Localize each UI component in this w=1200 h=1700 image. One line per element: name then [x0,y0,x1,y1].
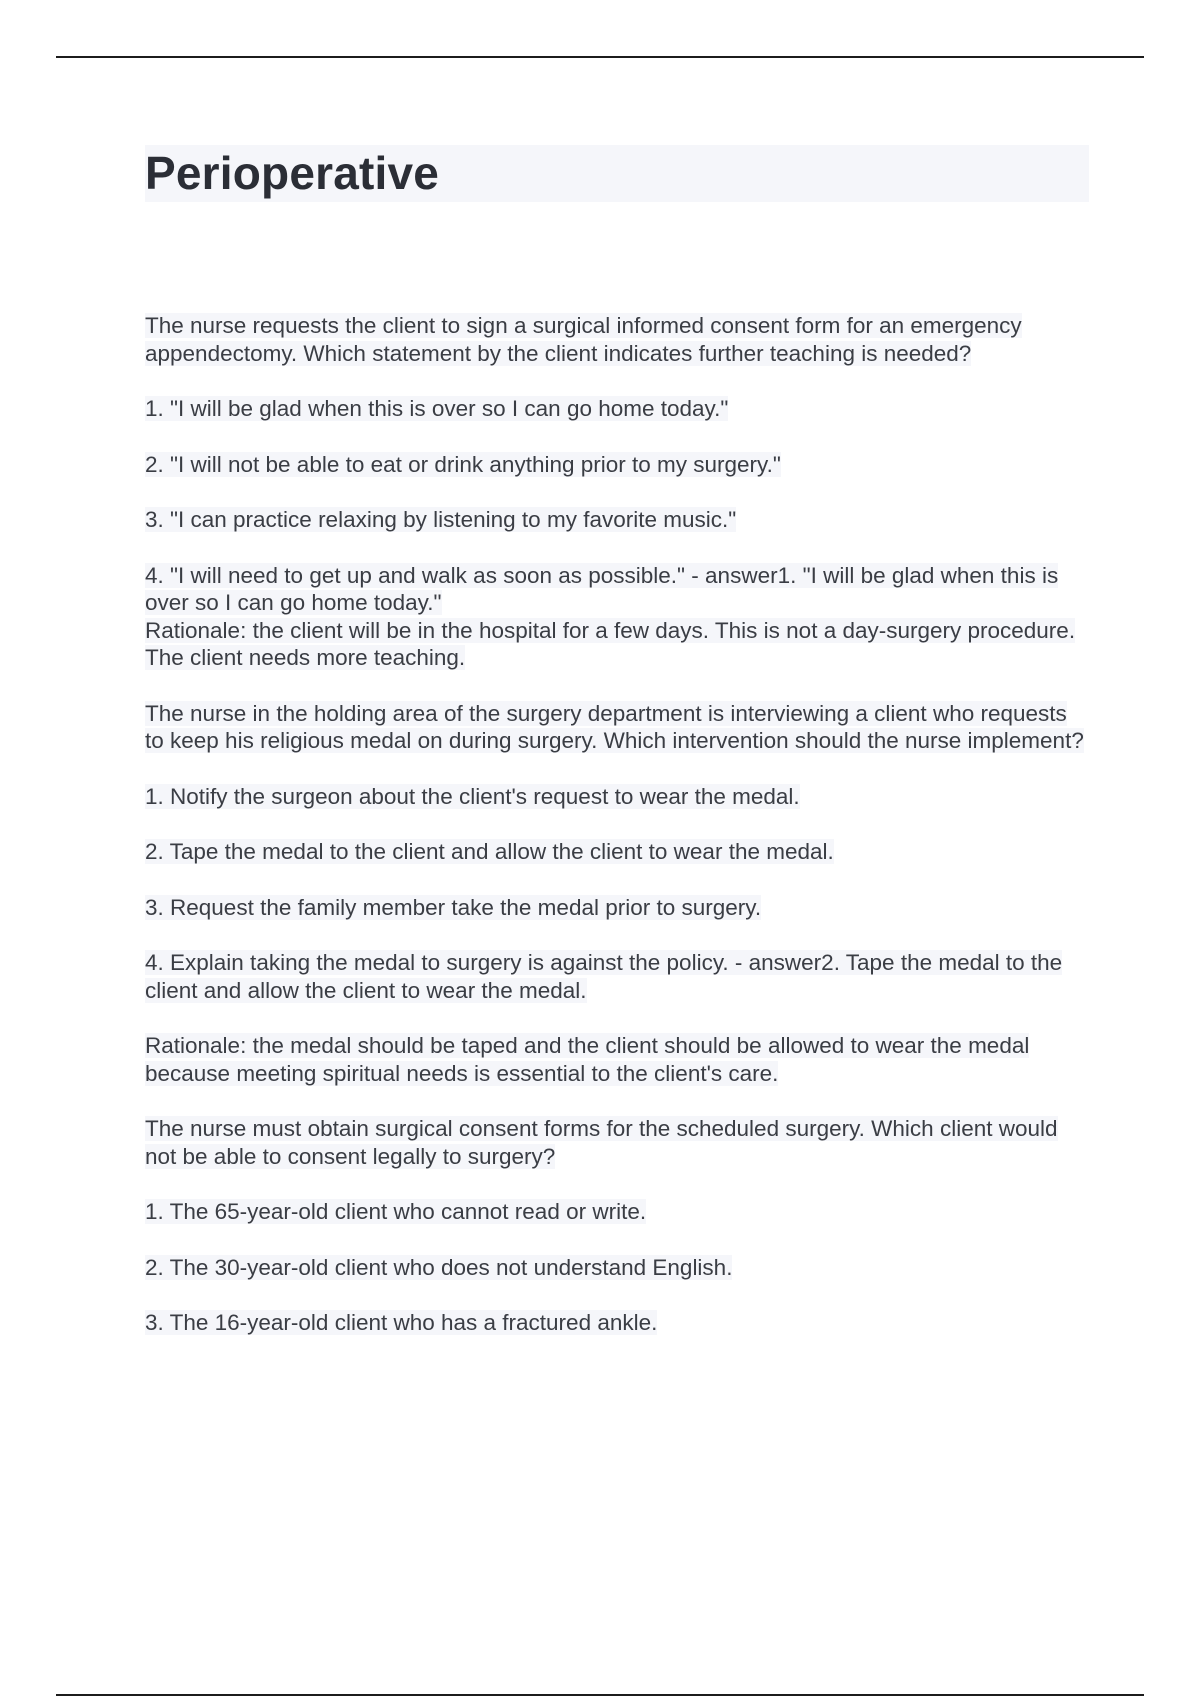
question-1-option-3-text: 3. "I can practice relaxing by listening to my favorite music." [145,507,737,532]
question-3-stem [145,1115,1089,1170]
question-2-option-3-text: 3. Request the family member take the medal prior to surgery. [145,894,762,920]
question-1-rationale: Rationale: the client will be in the hospital for a few days. This is not a day-surgery procedure. The client needs more teaching. [145,617,1076,670]
question-2-rationale [145,1032,1089,1087]
question-2-option-2 [145,838,1089,866]
question-1-option-1-text: 1. "I will be glad when this is over so I can go home today." [145,396,729,421]
question-3-stem-text: The nurse must obtain surgical consent forms for the scheduled surgery. Which client would not be able to consent legally to surgery? [145,1116,1058,1169]
question-1-option-2 [145,451,1089,479]
question-1-option-2-text: 2. "I will not be able to eat or drink anything prior to my surgery." [145,451,781,477]
document-body [145,312,1089,1365]
question-3-option-2 [145,1254,1089,1282]
question-3-option-1-text: 1. The 65-year-old client who cannot read or write. [145,1199,647,1224]
question-3-option-3 [145,1309,1089,1337]
question-2-option-3 [145,894,1089,922]
page-title: Perioperative [145,147,440,199]
question-3-option-2-text: 2. The 30-year-old client who does not understand English. [145,1254,733,1280]
question-1-answer [145,562,1089,672]
bottom-rule [56,1694,1144,1696]
question-1-option-4-answer-text: 4. "I will need to get up and walk as soon as possible." - answer1. "I will be glad when this is over so I can go home today." [145,562,1059,615]
question-2-option-2-text: 2. Tape the medal to the client and allow the client to wear the medal. [145,839,834,864]
question-2-option-4-answer-text: 4. Explain taking the medal to surgery is against the policy. - answer2. Tape the medal to the client and allow the client to wear the medal. [145,950,1063,1003]
question-2-stem-text: The nurse in the holding area of the surgery department is interviewing a client who requests to keep his religious medal on during surgery. Which intervention should the nurse implement? [145,700,1084,753]
question-2-rationale-text: Rationale: the medal should be taped and the client should be allowed to wear the medal because meeting spiritual needs is essential to the client's care. [145,1033,1030,1086]
top-rule [56,56,1144,58]
question-1-stem-text: The nurse requests the client to sign a surgical informed consent form for an emergency appendectomy. Which statement by the client indicates further teaching is needed? [145,313,1022,366]
question-1-stem [145,312,1089,367]
question-2-option-1 [145,783,1089,811]
question-3-option-3-text: 3. The 16-year-old client who has a fractured ankle. [145,1310,658,1335]
question-1-option-1 [145,395,1089,423]
question-2-answer [145,949,1089,1004]
question-3-option-1 [145,1198,1089,1226]
question-2-option-1-text: 1. Notify the surgeon about the client's request to wear the medal. [145,783,800,809]
question-1-option-3 [145,506,1089,534]
question-2-stem [145,700,1089,755]
